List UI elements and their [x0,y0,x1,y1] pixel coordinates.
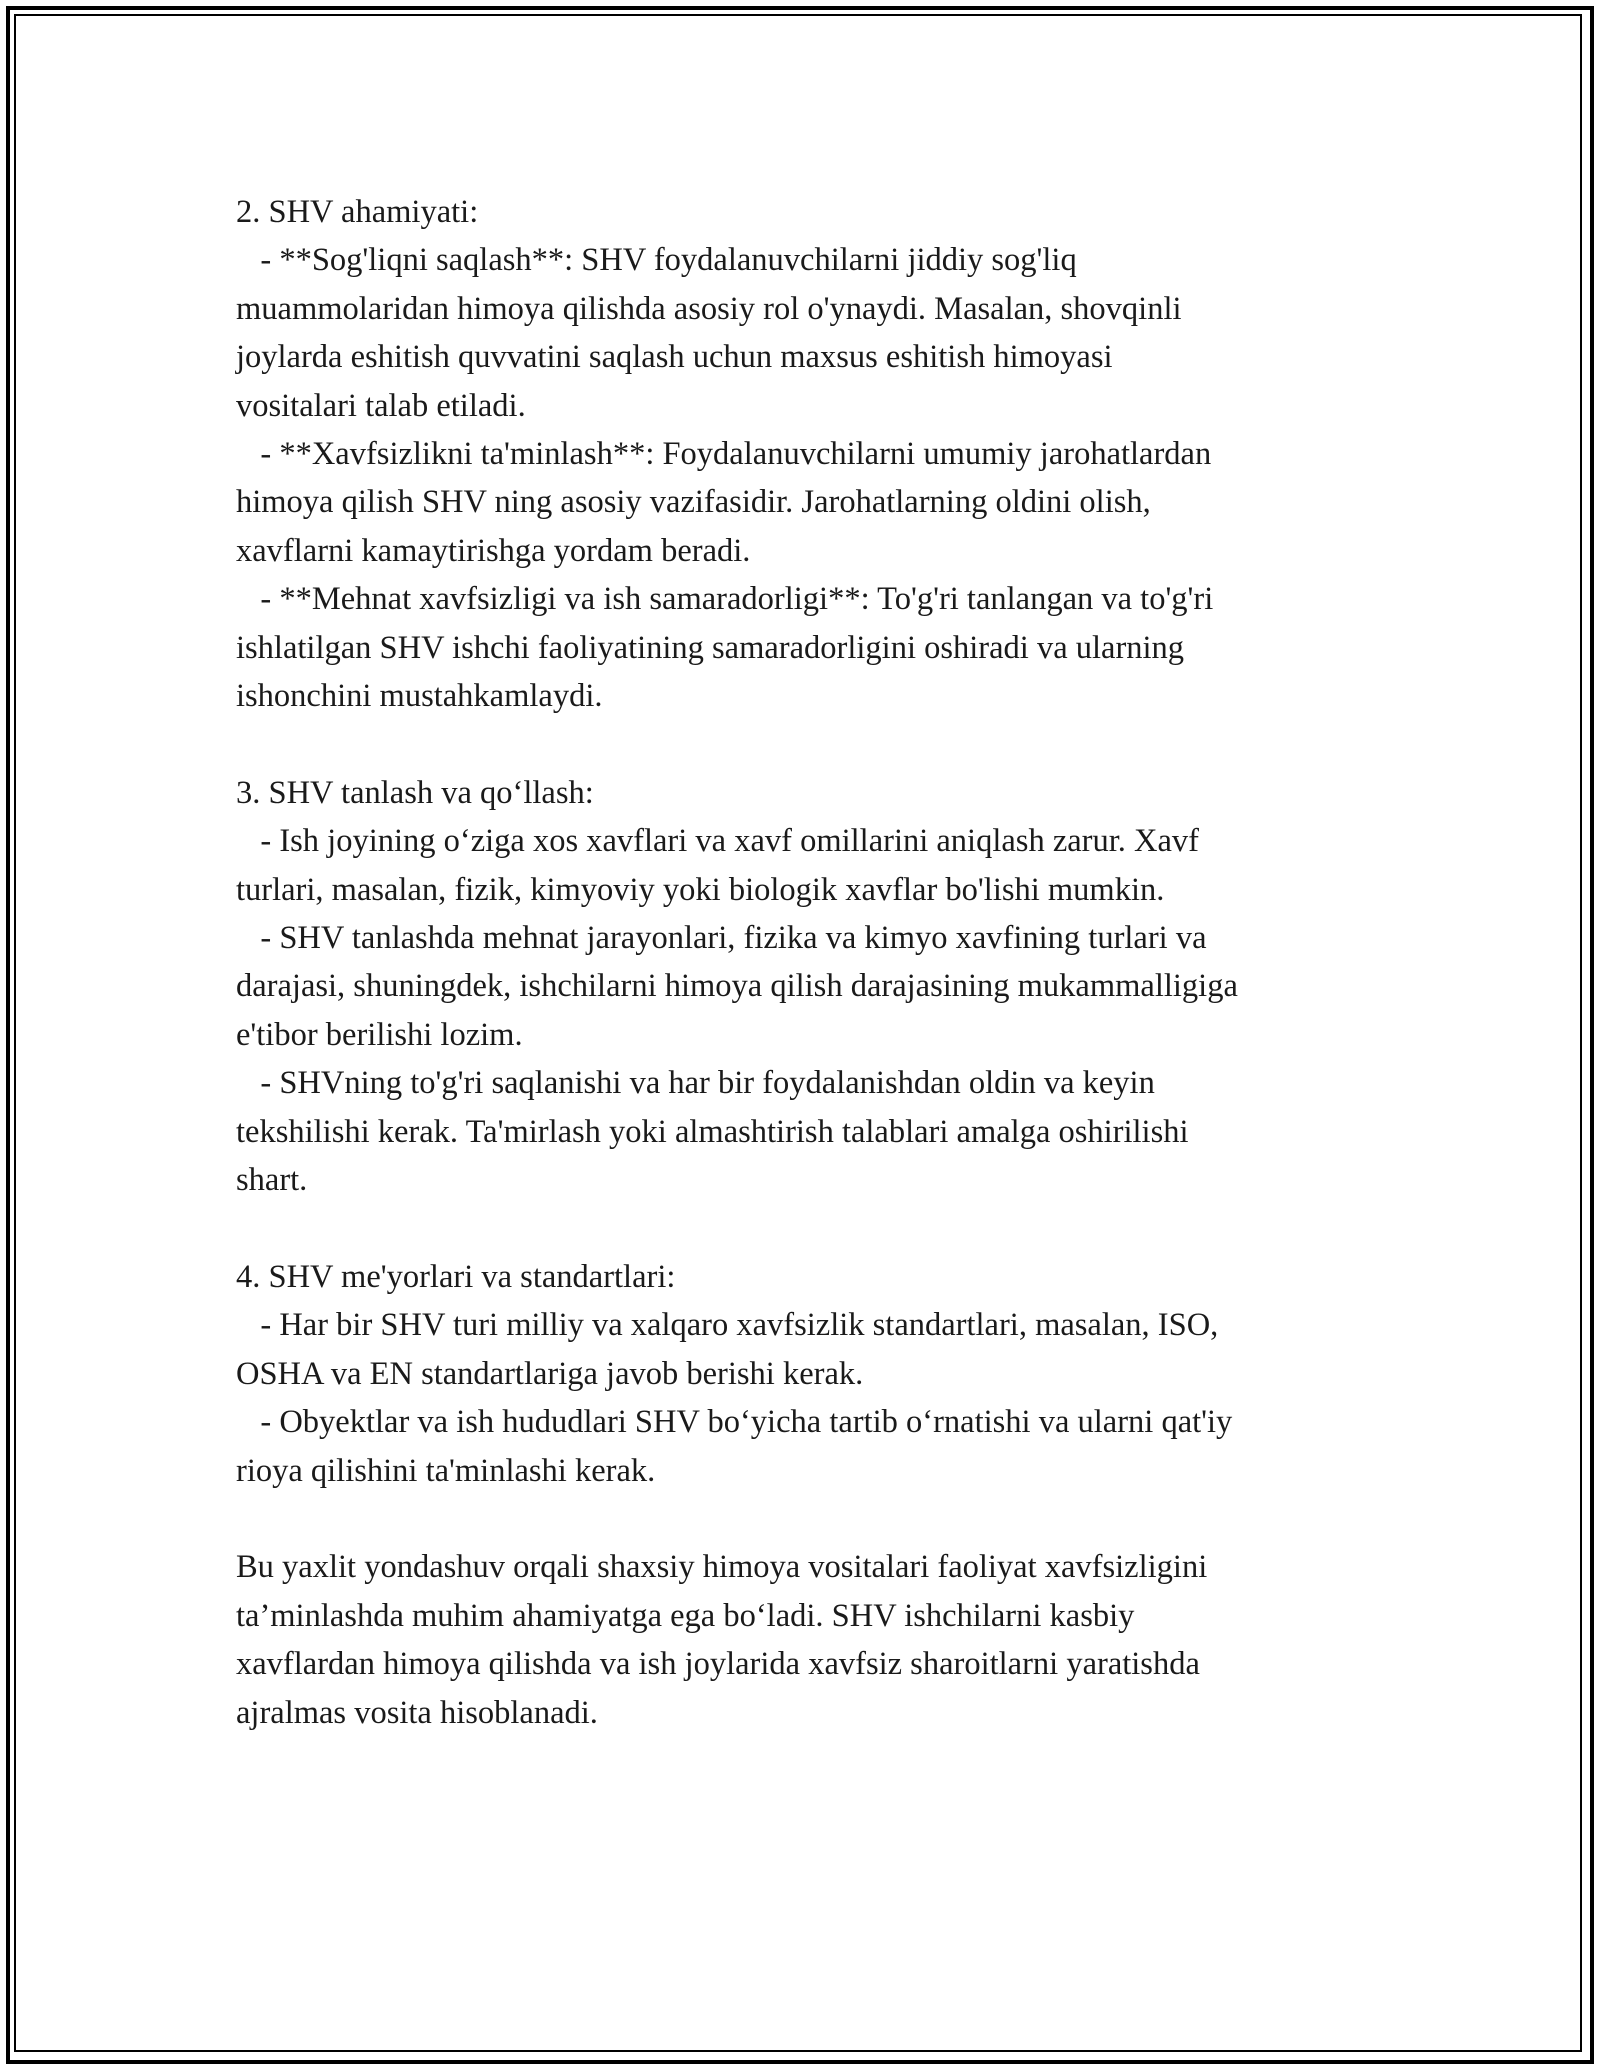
text-line: - Har bir SHV turi milliy va xalqaro xavfsizlik standartlari, masalan, ISO, [236,1307,1219,1344]
section-3-heading: 3. SHV tanlash va qo‘llash: [236,774,594,811]
text-line: - SHVning to'g'ri saqlanishi va har bir foydalanishdan oldin va keyin [236,1065,1155,1102]
text-line: - Obyektlar va ish hududlari SHV bo‘yicha tartib o‘rnatishi va ularni qat'iy [236,1404,1233,1441]
text-line: tekshilishi kerak. Ta'mirlash yoki almashtirish talablari amalga oshirilishi [236,1113,1189,1150]
section-4-heading: 4. SHV me'yorlari va standartlari: [236,1258,676,1295]
text-line: ishlatilgan SHV ishchi faoliyatining samaradorligini oshiradi va ularning [236,629,1185,666]
text-line: OSHA va EN standartlariga javob berishi kerak. [236,1355,864,1392]
text-line: xavflarni kamaytirishga yordam beradi. [236,532,751,569]
text-line: rioya qilishini ta'minlashi kerak. [236,1452,656,1489]
blank-line [236,720,1386,768]
conclusion-line: xavflardan himoya qilishda va ish joylarida xavfsiz sharoitlarni yaratishda [236,1646,1200,1683]
text-line: - **Mehnat xavfsizligi va ish samaradorligi**: To'g'ri tanlangan va to'g'ri [236,581,1214,618]
conclusion-line: ta’minlashda muhim ahamiyatga ega bo‘ladi. SHV ishchilarni kasbiy [236,1597,1135,1634]
section-2-heading: 2. SHV ahamiyati: [236,194,479,230]
text-line: vositalari talab etiladi. [236,387,526,424]
conclusion-line: Bu yaxlit yondashuv orqali shaxsiy himoya vositalari faoliyat xavfsizligini [236,1549,1208,1586]
blank-line [236,1495,1386,1543]
text-line: shart. [236,1162,308,1199]
text-line: himoya qilish SHV ning asosiy vazifasidir. Jarohatlarning oldini olish, [236,484,1151,521]
text-line: joylarda eshitish quvvatini saqlash uchun maxsus eshitish himoyasi [236,339,1113,376]
conclusion-line: ajralmas vosita hisoblanadi. [236,1694,598,1731]
text-line: ishonchini mustahkamlaydi. [236,678,603,715]
text-line: - **Xavfsizlikni ta'minlash**: Foydalanuvchilarni umumiy jarohatlardan [236,436,1212,473]
blank-line [236,1205,1386,1253]
text-line: e'tibor berilishi lozim. [236,1016,523,1053]
text-line: muammolaridan himoya qilishda asosiy rol o'ynaydi. Masalan, shovqinli [236,290,1182,327]
text-line: - SHV tanlashda mehnat jarayonlari, fizika va kimyo xavfining turlari va [236,920,1207,957]
text-line: darajasi, shuningdek, ishchilarni himoya qilish darajasining mukammalligiga [236,968,1238,1005]
document-body [236,188,1386,1737]
text-line: - **Sog'liqni saqlash**: SHV foydalanuvchilarni jiddiy sog'liq [236,242,1077,279]
text-line: - Ish joyining o‘ziga xos xavflari va xavf omillarini aniqlash zarur. Xavf [236,823,1199,860]
text-line: turlari, masalan, fizik, kimyoviy yoki biologik xavflar bo'lishi mumkin. [236,871,1165,908]
